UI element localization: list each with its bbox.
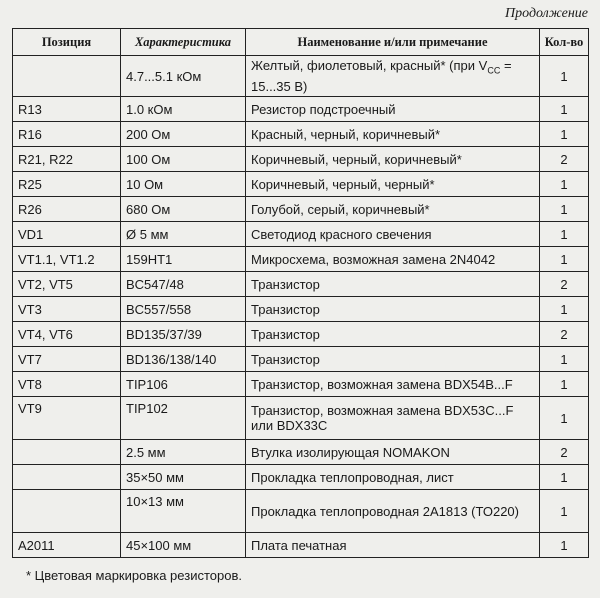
cell-quantity: 1 (540, 172, 589, 197)
footnote: * Цветовая маркировка резисторов. (26, 568, 242, 583)
cell-quantity: 2 (540, 440, 589, 465)
cell-name-text-after: = 15...35 В) (251, 58, 512, 94)
cell-characteristic: 4.7...5.1 кОм (121, 56, 246, 97)
cell-name: Транзистор, возможная замена BDX54B...F (246, 372, 540, 397)
cell-name-text: Желтый, фиолетовый, красный* (при V (251, 58, 488, 74)
parts-table (12, 28, 589, 558)
table-row (13, 172, 589, 197)
cell-name: Транзистор (246, 347, 540, 372)
table-row (13, 297, 589, 322)
cell-quantity: 1 (540, 197, 589, 222)
cell-position (13, 465, 121, 490)
table-header-row (13, 29, 589, 56)
cell-characteristic: 35×50 мм (121, 465, 246, 490)
cell-characteristic: 200 Ом (121, 122, 246, 147)
header-position: Позиция (13, 29, 121, 56)
cell-quantity: 1 (540, 56, 589, 97)
cell-position: VT1.1, VT1.2 (13, 247, 121, 272)
cell-name: Прокладка теплопроводная, лист (246, 465, 540, 490)
table-row (13, 147, 589, 172)
table-row (13, 490, 589, 533)
cell-quantity: 2 (540, 272, 589, 297)
cell-position (13, 56, 121, 97)
cell-position: R21, R22 (13, 147, 121, 172)
cell-position (13, 440, 121, 465)
cell-characteristic: 45×100 мм (121, 533, 246, 558)
cell-name: Транзистор, возможная замена BDX53C...F или BDX33C (246, 397, 540, 440)
cell-quantity: 2 (540, 322, 589, 347)
cell-quantity: 1 (540, 372, 589, 397)
cell-characteristic: 159НТ1 (121, 247, 246, 272)
table-row (13, 197, 589, 222)
table-row (13, 533, 589, 558)
table-row (13, 97, 589, 122)
cell-quantity: 1 (540, 490, 589, 533)
cell-quantity: 1 (540, 247, 589, 272)
cell-name: Коричневый, черный, коричневый* (246, 147, 540, 172)
cell-name: Транзистор (246, 297, 540, 322)
cell-position: VT9 (13, 397, 121, 440)
table-row (13, 122, 589, 147)
cell-characteristic: BC557/558 (121, 297, 246, 322)
cell-characteristic: 1.0 кОм (121, 97, 246, 122)
table-row (13, 322, 589, 347)
table-row (13, 372, 589, 397)
cell-position: VT7 (13, 347, 121, 372)
continuation-label: Продолжение (505, 6, 588, 21)
cell-quantity: 2 (540, 147, 589, 172)
cell-quantity: 1 (540, 122, 589, 147)
cell-name: Микросхема, возможная замена 2N4042 (246, 247, 540, 272)
cell-characteristic: 10×13 мм (121, 490, 246, 533)
cell-characteristic: TIP102 (121, 397, 246, 440)
cell-characteristic: BD136/138/140 (121, 347, 246, 372)
cell-quantity: 1 (540, 397, 589, 440)
cell-name: Светодиод красного свечения (246, 222, 540, 247)
table-row (13, 56, 589, 97)
cell-position: R16 (13, 122, 121, 147)
table-row (13, 222, 589, 247)
table-row (13, 465, 589, 490)
cell-position: VT3 (13, 297, 121, 322)
cell-characteristic: 680 Ом (121, 197, 246, 222)
cell-characteristic: 2.5 мм (121, 440, 246, 465)
cell-name (246, 56, 540, 97)
cell-position (13, 490, 121, 533)
cell-characteristic: Ø 5 мм (121, 222, 246, 247)
cell-quantity: 1 (540, 222, 589, 247)
cell-name: Втулка изолирующая NOMAKON (246, 440, 540, 465)
cell-quantity: 1 (540, 97, 589, 122)
cell-name: Транзистор (246, 322, 540, 347)
header-quantity: Кол-во (540, 29, 589, 56)
cell-quantity: 1 (540, 465, 589, 490)
cell-characteristic: TIP106 (121, 372, 246, 397)
cell-name-subscript: CC (487, 65, 501, 76)
cell-name: Резистор подстроечный (246, 97, 540, 122)
cell-name: Коричневый, черный, черный* (246, 172, 540, 197)
cell-characteristic: 100 Ом (121, 147, 246, 172)
cell-position: R25 (13, 172, 121, 197)
header-name: Наименование и/или примечание (246, 29, 540, 56)
cell-position: R26 (13, 197, 121, 222)
cell-name: Транзистор (246, 272, 540, 297)
cell-name: Красный, черный, коричневый* (246, 122, 540, 147)
cell-name: Плата печатная (246, 533, 540, 558)
cell-position: VT4, VT6 (13, 322, 121, 347)
cell-position: R13 (13, 97, 121, 122)
table-row (13, 272, 589, 297)
header-characteristic: Характеристика (121, 29, 246, 56)
table-row (13, 247, 589, 272)
cell-characteristic: BC547/48 (121, 272, 246, 297)
cell-name: Прокладка теплопроводная 2А1813 (ТО220) (246, 490, 540, 533)
cell-name: Голубой, серый, коричневый* (246, 197, 540, 222)
table-row (13, 397, 589, 440)
cell-quantity: 1 (540, 347, 589, 372)
table-row (13, 347, 589, 372)
cell-quantity: 1 (540, 297, 589, 322)
cell-position: A2011 (13, 533, 121, 558)
cell-position: VD1 (13, 222, 121, 247)
cell-position: VT8 (13, 372, 121, 397)
cell-characteristic: 10 Ом (121, 172, 246, 197)
cell-characteristic: BD135/37/39 (121, 322, 246, 347)
cell-quantity: 1 (540, 533, 589, 558)
table-row (13, 440, 589, 465)
cell-position: VT2, VT5 (13, 272, 121, 297)
